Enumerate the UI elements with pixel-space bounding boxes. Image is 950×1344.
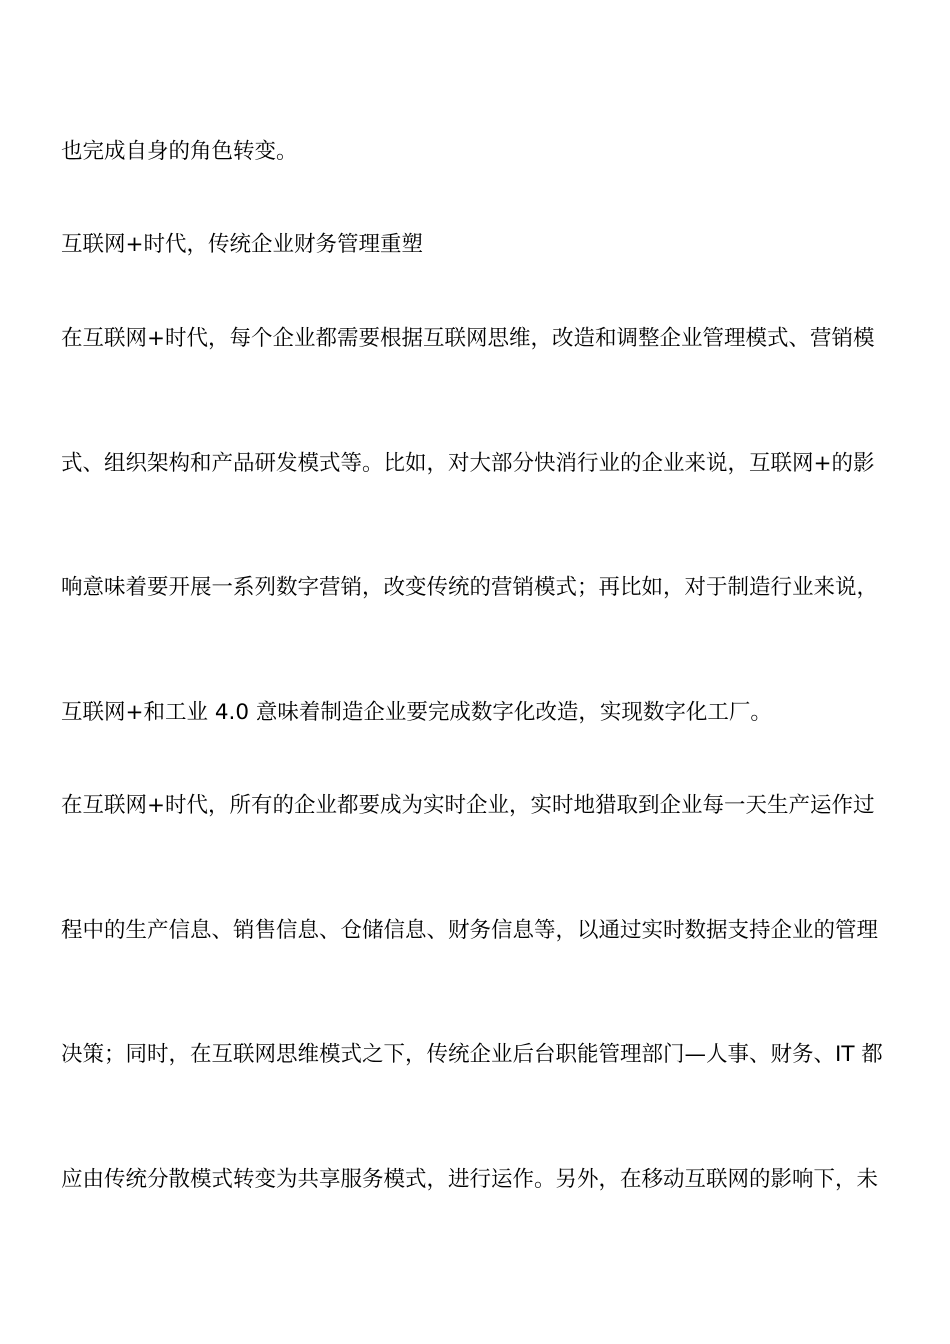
text-line: 式、组织架构和产品研发模式等。比如，对大部分快消行业的企业来说，互联网+的影	[61, 451, 875, 476]
text-line: 在互联网+时代，每个企业都需要根据互联网思维，改造和调整企业管理模式、营销模	[61, 326, 875, 351]
section-heading: 互联网+时代，传统企业财务管理重塑	[61, 232, 424, 257]
text-line: 在互联网+时代，所有的企业都要成为实时企业，实时地猎取到企业每一天生产运作过	[61, 793, 875, 818]
text-line: 也完成自身的角色转变。	[61, 139, 298, 164]
text-line: 程中的生产信息、销售信息、仓储信息、财务信息等，以通过实时数据支持企业的管理	[61, 918, 879, 943]
text-line: 响意味着要开展一系列数字营销，改变传统的营销模式；再比如，对于制造行业来说，	[61, 575, 879, 600]
text-line: 互联网+和工业 4.0 意味着制造企业要完成数字化改造，实现数字化工厂。	[61, 700, 772, 725]
text-line: 决策；同时，在互联网思维模式之下，传统企业后台职能管理部门—人事、财务、IT 都	[61, 1042, 883, 1067]
text-line: 应由传统分散模式转变为共享服务模式，进行运作。另外，在移动互联网的影响下，未	[61, 1167, 879, 1192]
